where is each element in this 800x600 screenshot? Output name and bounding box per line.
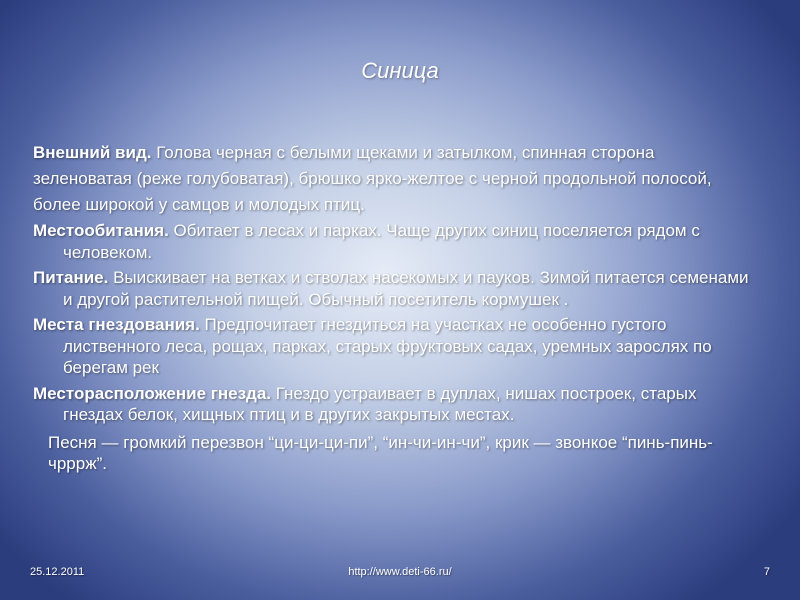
nest-location-text: Гнездо устраивает в дуплах, нишах построек, старых гнездах белок, хищных птиц и в других закрытых местах.: [63, 383, 697, 424]
paragraph-song: Песня — громкий перезвон “ци-ци-ци-пи”, “ин-чи-ин-чи”, крик — звонкое “пинь-пинь-чрррж”.: [48, 432, 713, 473]
page-number: 7: [763, 566, 770, 578]
habitat-label: Местообитания.: [33, 221, 169, 240]
nutrition-text: Выискивает на ветках и стволах насекомых и пауков. Зимой питается семенами и другой растительной пищей. Обычный посетитель кормушек .: [63, 268, 749, 309]
appearance-text: Голова черная с белыми щеками и затылком, спинная сторона зеленоватая (реже голубоватая), брюшко ярко-желтое с черной продольной полосой, более широкой у самцов и молодых птиц.: [33, 143, 712, 214]
nest-location-label: Месторасположение гнезда.: [33, 383, 271, 403]
nesting-places-text: Предпочитает гнездиться на участках не особенно густого лиственного леса, рощах, парках, старых фруктовых садах, уремных зарослях по берегам рек: [63, 315, 712, 377]
nesting-places-label: Места гнездования.: [33, 315, 200, 334]
habitat-text: Обитает в лесах и парках. Чаще других синиц поселяется рядом с человеком.: [63, 221, 700, 262]
paragraph-nesting-places: [33, 314, 758, 379]
paragraph-nutrition: [33, 267, 758, 310]
footer-url: http://www.deti-66.ru/: [348, 566, 452, 578]
nutrition-label: Питание.: [33, 268, 109, 287]
slide-content: [33, 140, 758, 479]
slide-title: Синица: [361, 58, 439, 83]
appearance-label: Внешний вид.: [33, 143, 152, 162]
paragraph-habitat: [33, 220, 758, 263]
paragraph-nest-location: [33, 383, 758, 426]
footer-date: 25.12.2011: [30, 566, 85, 578]
paragraph-appearance: [33, 140, 758, 218]
